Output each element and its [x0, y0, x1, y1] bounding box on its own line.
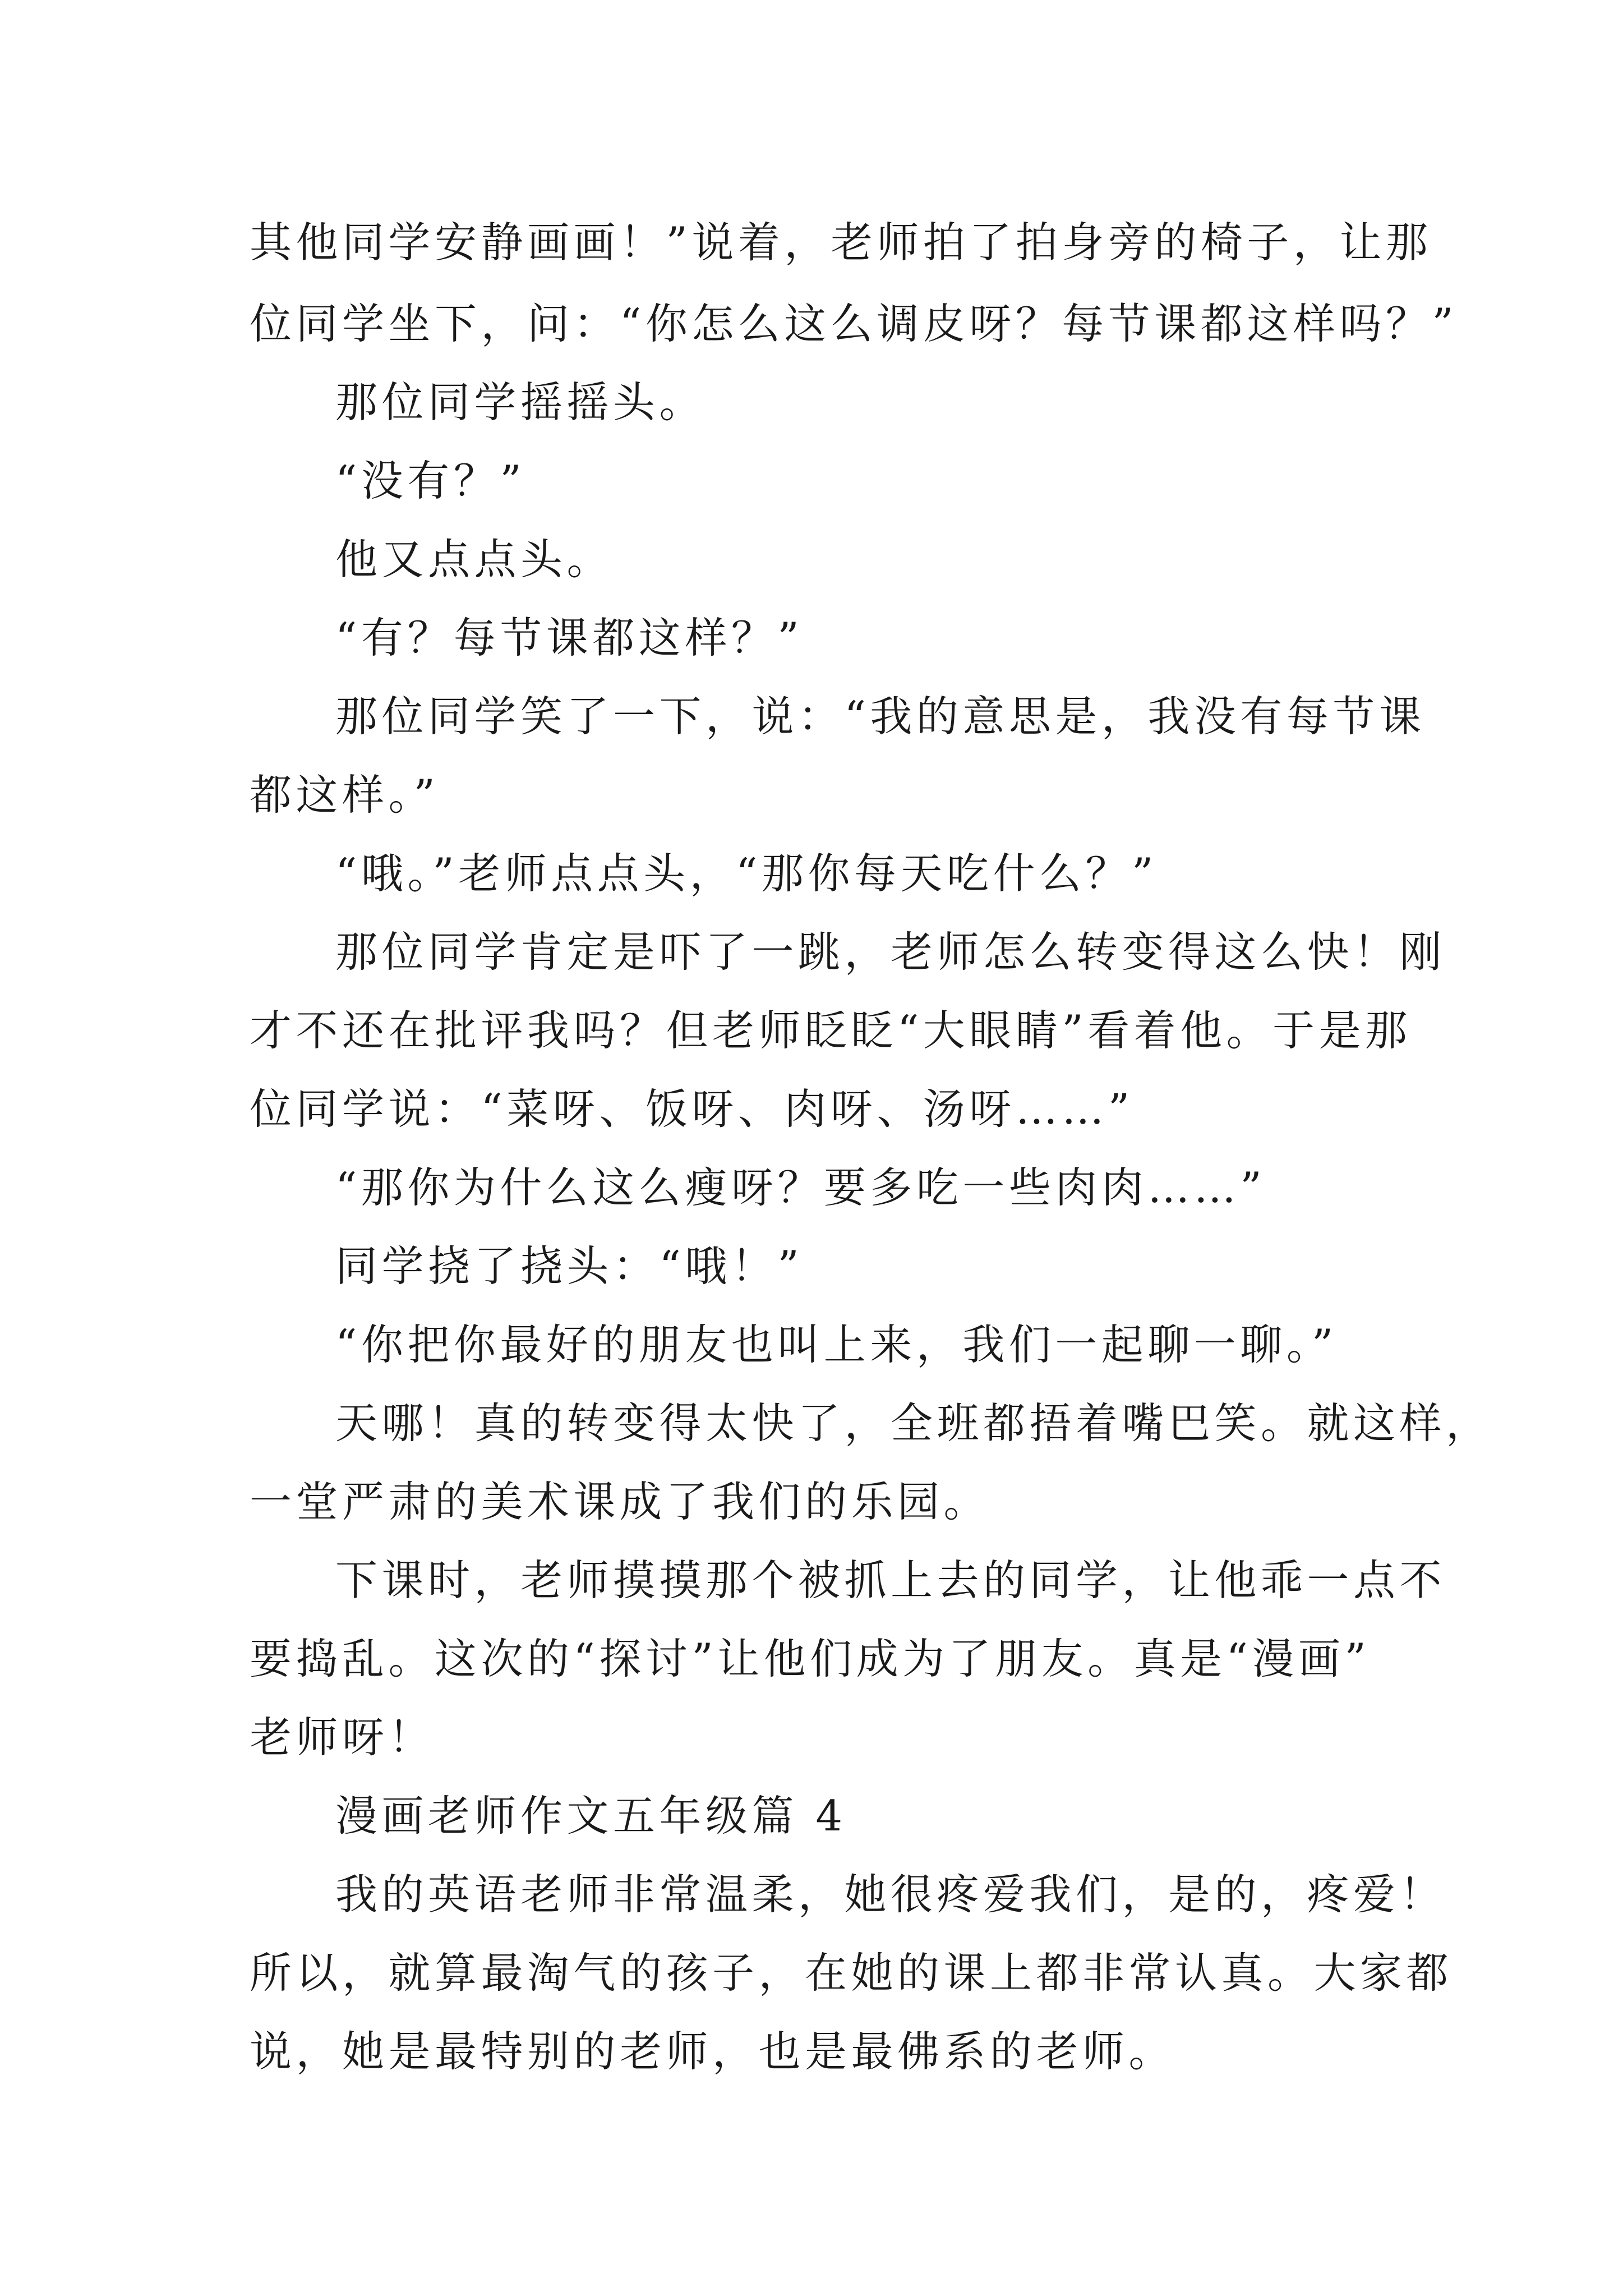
text-line: 其他同学安静画画！”说着，老师拍了拍身旁的椅子，让那: [250, 218, 1432, 267]
text-line: 天哪！真的转变得太快了，全班都捂着嘴巴笑。就这样，: [335, 1398, 1492, 1448]
text-line: 老师呀！: [250, 1713, 435, 1762]
text-line: 要捣乱。这次的“探讨”让他们成为了朋友。真是“漫画”: [250, 1634, 1371, 1683]
text-line: 说，她是最特别的老师，也是最佛系的老师。: [250, 2027, 1175, 2076]
text-line: 所以，就算最淘气的孩子，在她的课上都非常认真。大家都: [250, 1948, 1453, 1998]
text-line: “那你为什么这么瘦呀？要多吃一些肉肉……”: [335, 1163, 1266, 1212]
text-line: 下课时，老师摸摸那个被抓上去的同学，让他乖一点不: [335, 1556, 1446, 1605]
text-line: 一堂严肃的美术课成了我们的乐园。: [250, 1477, 990, 1526]
text-line: 我的英语老师非常温柔，她很疼爱我们，是的，疼爱！: [335, 1870, 1446, 1919]
text-line: 同学挠了挠头：“哦！”: [335, 1241, 804, 1291]
text-line: “你把你最好的朋友也叫上来，我们一起聊一聊。”: [335, 1320, 1338, 1369]
text-line: “有？每节课都这样？”: [335, 613, 804, 662]
text-line: 那位同学肯定是吓了一跳，老师怎么转变得这么快！刚: [335, 927, 1446, 977]
text-line: 位同学坐下，问：“你怎么这么调皮呀？每节课都这样吗？”: [250, 299, 1458, 348]
text-line: “没有？”: [335, 456, 526, 505]
text-line: 位同学说：“菜呀、饭呀、肉呀、汤呀……”: [250, 1084, 1134, 1134]
section-heading: 漫画老师作文五年级篇 4: [335, 1791, 847, 1841]
text-line: 那位同学笑了一下，说：“我的意思是，我没有每节课: [335, 692, 1426, 741]
text-line: 那位同学摇摇头。: [335, 378, 706, 427]
text-line: “哦。”老师点点头，“那你每天吃什么？”: [335, 849, 1158, 898]
text-line: 他又点点头。: [335, 535, 614, 584]
text-line: 都这样。”: [250, 770, 440, 820]
text-line: 才不还在批评我吗？但老师眨眨“大眼睛”看着他。于是那: [250, 1006, 1412, 1055]
